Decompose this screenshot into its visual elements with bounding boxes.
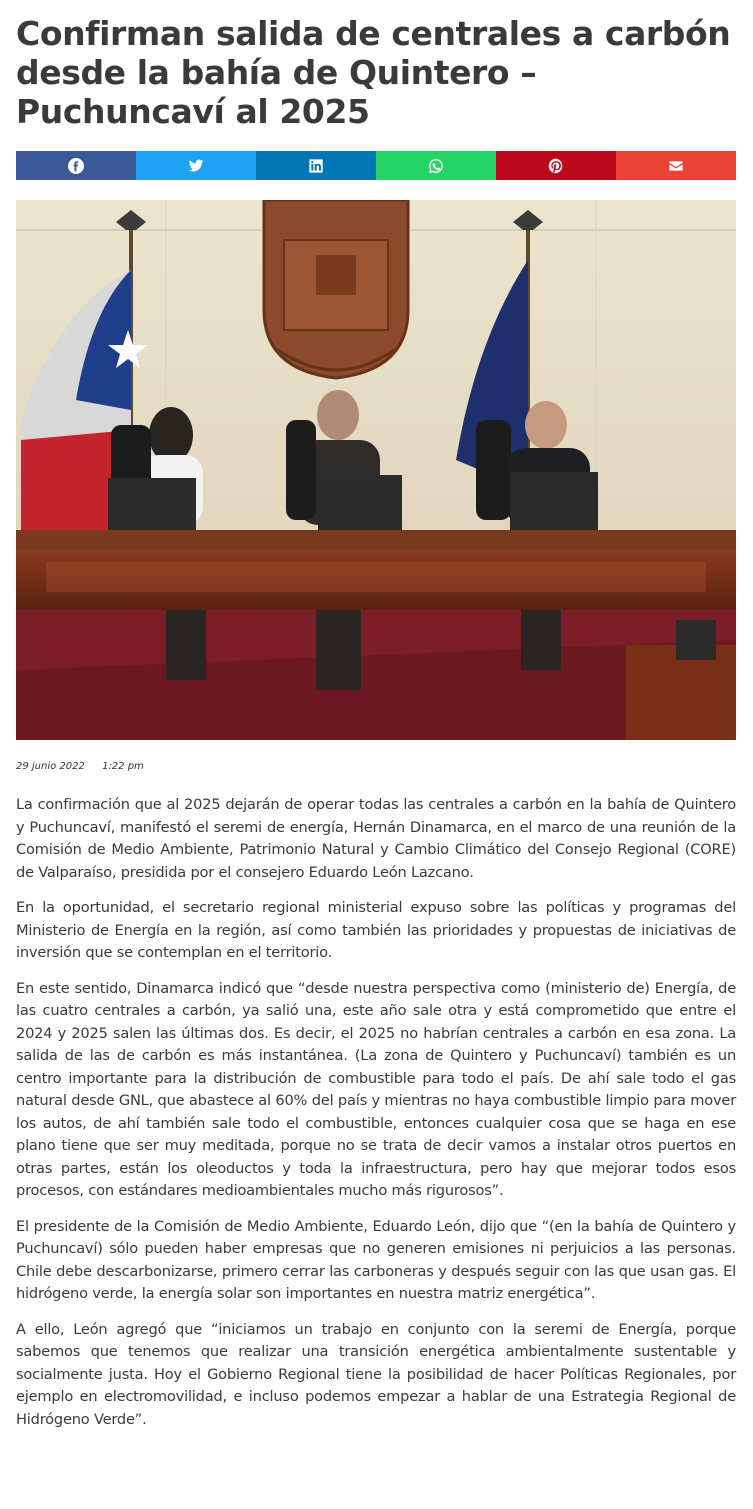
whatsapp-icon bbox=[428, 158, 444, 174]
article-paragraph: A ello, León agregó que “iniciamos un trabajo en conjunto con la seremi de Energía, porque sabemos que tenemos que realizar una transición energética ambientalmente sustentable y socialmente justa. Hoy el Gobierno Regional tiene la posibilidad de hacer Políticas Regionales, por ejemplo en electromovilidad, e incluso podemos empezar a hablar de una Estrategia Regional de Hidrógeno Verde”. bbox=[16, 1320, 736, 1428]
pinterest-icon bbox=[548, 158, 564, 174]
article-paragraph: La confirmación que al 2025 dejarán de operar todas las centrales a carbón en la bahía de Quintero y Puchuncaví, manifestó el seremi de energía, Hernán Dinamarca, en el marco de una reunión de la Comisión de Medio Ambiente, Patrimonio Natural y Cambio Climático del Consejo Regional (CORE) de Valparaíso, presidida por el consejero Eduardo León Lazcano. bbox=[16, 796, 736, 881]
share-linkedin-button[interactable] bbox=[256, 151, 376, 180]
twitter-icon bbox=[188, 158, 204, 174]
share-whatsapp-button[interactable] bbox=[376, 151, 496, 180]
email-icon bbox=[668, 158, 684, 174]
facebook-icon bbox=[68, 158, 84, 174]
article-paragraph: El presidente de la Comisión de Medio Ambiente, Eduardo León, dijo que “(en la bahía de Quintero y Puchuncaví) sólo pueden haber empresas que no generen emisiones ni perjuicios a las personas. Chile debe descarbonizarse, primero cerrar las carboneras y después seguir con las que usan gas. El hidrógeno verde, la energía solar son importantes en nuestra matriz energética”. bbox=[16, 1217, 736, 1302]
article-meta bbox=[16, 761, 158, 772]
article-date: 29 junio 2022 bbox=[16, 761, 85, 772]
article-time: 1:22 pm bbox=[102, 761, 144, 772]
article-paragraph: En la oportunidad, el secretario regional ministerial expuso sobre las políticas y programas del Ministerio de Energía en la región, así como también las prioridades y propuestas de iniciativas de inversión que se contemplan en el territorio. bbox=[16, 899, 736, 961]
share-pinterest-button[interactable] bbox=[496, 151, 616, 180]
share-bar bbox=[16, 151, 736, 180]
page-title: Confirman salida de centrales a carbón desde la bahía de Quintero – Puchuncaví al 2025 bbox=[16, 14, 731, 131]
article-photo bbox=[16, 200, 736, 740]
share-twitter-button[interactable] bbox=[136, 151, 256, 180]
article-container bbox=[16, 0, 736, 1428]
share-email-button[interactable] bbox=[616, 151, 736, 180]
linkedin-icon bbox=[308, 158, 324, 174]
share-facebook-button[interactable] bbox=[16, 151, 136, 180]
article-paragraph: En este sentido, Dinamarca indicó que “desde nuestra perspectiva como (ministerio de) Energía, de las cuatro centrales a carbón, ya salió una, este año sale otra y está comprometido que entre el 2024 y 2025 salen las últimas dos. Es decir, el 2025 no habrían centrales a carbón en esa zona. La salida de las de carbón es más instantánea. (La zona de Quintero y Puchuncaví) también es un centro importante para la distribución de combustible para todo el país. De ahí sale todo el gas natural desde GNL, que abastece al 60% del país y mientras no haya combustible limpio para mover los autos, de ahí también sale todo el combustible, entonces cualquier cosa que se haga en ese plano tiene que ser muy meditada, porque no se trata de decir vamos a instalar otros puertos en otras partes, están los oleoductos y toda la infraestructura, pero hay que mejorar todos esos procesos, con estándares medioambientales mucho más rigurosos”. bbox=[16, 979, 736, 1199]
meeting-photo-illustration bbox=[16, 200, 736, 740]
article-body bbox=[16, 794, 736, 1444]
